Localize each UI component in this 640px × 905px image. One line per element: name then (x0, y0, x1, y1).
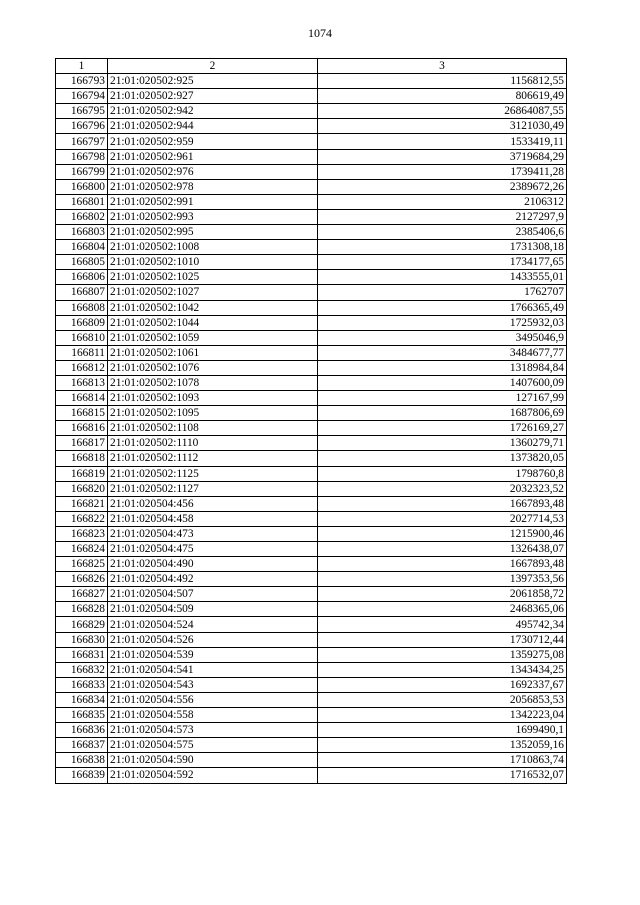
row-number-cell: 166826 (56, 572, 108, 587)
row-number-cell: 166796 (56, 119, 108, 134)
cadastral-value-cell: 1716532,07 (318, 768, 567, 783)
row-number-cell: 166824 (56, 542, 108, 557)
table-row (56, 572, 567, 587)
row-number-cell: 166834 (56, 692, 108, 707)
table-row (56, 542, 567, 557)
cadastral-value-cell: 1359275,08 (318, 647, 567, 662)
table-row (56, 677, 567, 692)
table-row (56, 209, 567, 224)
cadastral-number-cell: 21:01:020504:541 (108, 662, 318, 677)
cadastral-number-cell: 21:01:020504:507 (108, 587, 318, 602)
row-number-cell: 166808 (56, 300, 108, 315)
row-number-cell: 166832 (56, 662, 108, 677)
row-number-cell: 166817 (56, 436, 108, 451)
cadastral-value-cell: 1731308,18 (318, 240, 567, 255)
table-row (56, 89, 567, 104)
row-number-cell: 166838 (56, 753, 108, 768)
cadastral-number-cell: 21:01:020504:590 (108, 753, 318, 768)
cadastral-value-cell: 1407600,09 (318, 375, 567, 390)
cadastral-number-cell: 21:01:020502:976 (108, 164, 318, 179)
cadastral-number-cell: 21:01:020502:1095 (108, 406, 318, 421)
table-row (56, 164, 567, 179)
row-number-cell: 166833 (56, 677, 108, 692)
row-number-cell: 166795 (56, 104, 108, 119)
cadastral-value-cell: 2127297,9 (318, 209, 567, 224)
cadastral-number-cell: 21:01:020502:942 (108, 104, 318, 119)
cadastral-number-cell: 21:01:020502:925 (108, 74, 318, 89)
cadastral-value-cell: 1326438,07 (318, 542, 567, 557)
cadastral-number-cell: 21:01:020504:558 (108, 708, 318, 723)
table-row (56, 451, 567, 466)
cadastral-value-table (55, 58, 567, 784)
cadastral-value-cell: 2056853,53 (318, 692, 567, 707)
row-number-cell: 166803 (56, 225, 108, 240)
cadastral-value-cell: 1667893,48 (318, 557, 567, 572)
row-number-cell: 166814 (56, 391, 108, 406)
row-number-cell: 166837 (56, 738, 108, 753)
row-number-cell: 166831 (56, 647, 108, 662)
cadastral-number-cell: 21:01:020502:1044 (108, 315, 318, 330)
table-row (56, 511, 567, 526)
table-row (56, 360, 567, 375)
table-row (56, 330, 567, 345)
cadastral-value-cell: 1156812,55 (318, 74, 567, 89)
column-header-3: 3 (318, 59, 567, 74)
table-row (56, 179, 567, 194)
table-row (56, 557, 567, 572)
row-number-cell: 166821 (56, 496, 108, 511)
cadastral-value-cell: 1360279,71 (318, 436, 567, 451)
cadastral-number-cell: 21:01:020504:524 (108, 617, 318, 632)
row-number-cell: 166813 (56, 375, 108, 390)
table-row (56, 723, 567, 738)
row-number-cell: 166839 (56, 768, 108, 783)
cadastral-value-cell: 1726169,27 (318, 421, 567, 436)
cadastral-number-cell: 21:01:020504:526 (108, 632, 318, 647)
cadastral-number-cell: 21:01:020504:456 (108, 496, 318, 511)
row-number-cell: 166819 (56, 466, 108, 481)
page-number: 1074 (308, 26, 332, 40)
cadastral-value-cell: 2106312 (318, 194, 567, 209)
table-row (56, 632, 567, 647)
cadastral-value-cell: 1397353,56 (318, 572, 567, 587)
row-number-cell: 166836 (56, 723, 108, 738)
row-number-cell: 166806 (56, 270, 108, 285)
cadastral-number-cell: 21:01:020504:509 (108, 602, 318, 617)
row-number-cell: 166809 (56, 315, 108, 330)
table-row (56, 240, 567, 255)
cadastral-number-cell: 21:01:020502:991 (108, 194, 318, 209)
cadastral-number-cell: 21:01:020504:573 (108, 723, 318, 738)
cadastral-value-cell: 3719684,29 (318, 149, 567, 164)
cadastral-value-cell: 1343434,25 (318, 662, 567, 677)
cadastral-value-cell: 1533419,11 (318, 134, 567, 149)
table-row (56, 481, 567, 496)
cadastral-number-cell: 21:01:020504:539 (108, 647, 318, 662)
cadastral-value-cell: 3484677,77 (318, 345, 567, 360)
table-row (56, 149, 567, 164)
row-number-cell: 166807 (56, 285, 108, 300)
cadastral-value-cell: 1739411,28 (318, 164, 567, 179)
table-row (56, 617, 567, 632)
cadastral-value-cell: 3495046,9 (318, 330, 567, 345)
table-row (56, 134, 567, 149)
cadastral-number-cell: 21:01:020502:1127 (108, 481, 318, 496)
table-row (56, 270, 567, 285)
cadastral-value-cell: 2032323,52 (318, 481, 567, 496)
table-row (56, 300, 567, 315)
cadastral-number-cell: 21:01:020502:1042 (108, 300, 318, 315)
cadastral-number-cell: 21:01:020502:1112 (108, 451, 318, 466)
table-row (56, 225, 567, 240)
cadastral-value-cell: 1762707 (318, 285, 567, 300)
cadastral-number-cell: 21:01:020504:543 (108, 677, 318, 692)
cadastral-number-cell: 21:01:020504:556 (108, 692, 318, 707)
column-header-1: 1 (56, 59, 108, 74)
cadastral-number-cell: 21:01:020504:490 (108, 557, 318, 572)
table-row (56, 421, 567, 436)
table-row (56, 74, 567, 89)
cadastral-value-cell: 1215900,46 (318, 526, 567, 541)
cadastral-number-cell: 21:01:020504:473 (108, 526, 318, 541)
row-number-cell: 166804 (56, 240, 108, 255)
row-number-cell: 166829 (56, 617, 108, 632)
cadastral-number-cell: 21:01:020502:978 (108, 179, 318, 194)
table-header (56, 59, 567, 74)
cadastral-number-cell: 21:01:020502:1061 (108, 345, 318, 360)
table-row (56, 375, 567, 390)
cadastral-value-cell: 1342223,04 (318, 708, 567, 723)
cadastral-number-cell: 21:01:020502:927 (108, 89, 318, 104)
row-number-cell: 166830 (56, 632, 108, 647)
cadastral-number-cell: 21:01:020504:575 (108, 738, 318, 753)
cadastral-number-cell: 21:01:020502:944 (108, 119, 318, 134)
cadastral-value-cell: 806619,49 (318, 89, 567, 104)
cadastral-value-cell: 1318984,84 (318, 360, 567, 375)
cadastral-value-cell: 1692337,67 (318, 677, 567, 692)
table-row (56, 753, 567, 768)
cadastral-number-cell: 21:01:020502:1008 (108, 240, 318, 255)
cadastral-value-cell: 1798760,8 (318, 466, 567, 481)
cadastral-number-cell: 21:01:020502:1059 (108, 330, 318, 345)
cadastral-number-cell: 21:01:020502:1010 (108, 255, 318, 270)
cadastral-number-cell: 21:01:020504:492 (108, 572, 318, 587)
cadastral-value-cell: 1710863,74 (318, 753, 567, 768)
cadastral-value-cell: 495742,34 (318, 617, 567, 632)
cadastral-number-cell: 21:01:020502:995 (108, 225, 318, 240)
row-number-cell: 166800 (56, 179, 108, 194)
row-number-cell: 166801 (56, 194, 108, 209)
table-row (56, 647, 567, 662)
table-row (56, 526, 567, 541)
table-body (56, 74, 567, 783)
table-row (56, 345, 567, 360)
table-row (56, 587, 567, 602)
cadastral-value-cell: 2061858,72 (318, 587, 567, 602)
cadastral-number-cell: 21:01:020502:1078 (108, 375, 318, 390)
row-number-cell: 166823 (56, 526, 108, 541)
cadastral-number-cell: 21:01:020502:1093 (108, 391, 318, 406)
cadastral-value-cell: 1373820,05 (318, 451, 567, 466)
row-number-cell: 166822 (56, 511, 108, 526)
table-row (56, 466, 567, 481)
row-number-cell: 166825 (56, 557, 108, 572)
row-number-cell: 166799 (56, 164, 108, 179)
table-row (56, 738, 567, 753)
row-number-cell: 166797 (56, 134, 108, 149)
table-row (56, 602, 567, 617)
row-number-cell: 166835 (56, 708, 108, 723)
table-row (56, 496, 567, 511)
row-number-cell: 166793 (56, 74, 108, 89)
row-number-cell: 166805 (56, 255, 108, 270)
cadastral-number-cell: 21:01:020502:1076 (108, 360, 318, 375)
row-number-cell: 166815 (56, 406, 108, 421)
table-row (56, 194, 567, 209)
cadastral-value-cell: 1766365,49 (318, 300, 567, 315)
cadastral-number-cell: 21:01:020504:592 (108, 768, 318, 783)
row-number-cell: 166818 (56, 451, 108, 466)
table-row (56, 662, 567, 677)
table-row (56, 391, 567, 406)
cadastral-value-cell: 2027714,53 (318, 511, 567, 526)
table-row (56, 104, 567, 119)
table-row (56, 708, 567, 723)
header-row (56, 59, 567, 74)
cadastral-value-cell: 1687806,69 (318, 406, 567, 421)
table-row (56, 119, 567, 134)
cadastral-number-cell: 21:01:020502:1025 (108, 270, 318, 285)
cadastral-value-cell: 127167,99 (318, 391, 567, 406)
cadastral-number-cell: 21:01:020502:959 (108, 134, 318, 149)
cadastral-number-cell: 21:01:020504:475 (108, 542, 318, 557)
table-row (56, 768, 567, 783)
cadastral-value-cell: 1734177,65 (318, 255, 567, 270)
row-number-cell: 166798 (56, 149, 108, 164)
cadastral-value-cell: 2468365,06 (318, 602, 567, 617)
cadastral-value-cell: 1352059,16 (318, 738, 567, 753)
table-row (56, 692, 567, 707)
row-number-cell: 166794 (56, 89, 108, 104)
cadastral-value-cell: 1433555,01 (318, 270, 567, 285)
table-row (56, 406, 567, 421)
cadastral-value-cell: 1725932,03 (318, 315, 567, 330)
row-number-cell: 166828 (56, 602, 108, 617)
row-number-cell: 166811 (56, 345, 108, 360)
row-number-cell: 166810 (56, 330, 108, 345)
row-number-cell: 166820 (56, 481, 108, 496)
table-row (56, 315, 567, 330)
column-header-2: 2 (108, 59, 318, 74)
row-number-cell: 166816 (56, 421, 108, 436)
cadastral-value-cell: 2389672,26 (318, 179, 567, 194)
cadastral-number-cell: 21:01:020502:1110 (108, 436, 318, 451)
cadastral-number-cell: 21:01:020502:1125 (108, 466, 318, 481)
row-number-cell: 166812 (56, 360, 108, 375)
cadastral-number-cell: 21:01:020502:1027 (108, 285, 318, 300)
cadastral-number-cell: 21:01:020502:993 (108, 209, 318, 224)
table-row (56, 255, 567, 270)
row-number-cell: 166802 (56, 209, 108, 224)
cadastral-value-cell: 1667893,48 (318, 496, 567, 511)
table-row (56, 436, 567, 451)
cadastral-value-cell: 26864087,55 (318, 104, 567, 119)
cadastral-number-cell: 21:01:020504:458 (108, 511, 318, 526)
cadastral-value-cell: 1730712,44 (318, 632, 567, 647)
cadastral-value-cell: 2385406,6 (318, 225, 567, 240)
cadastral-number-cell: 21:01:020502:1108 (108, 421, 318, 436)
table-row (56, 285, 567, 300)
cadastral-value-cell: 3121030,49 (318, 119, 567, 134)
row-number-cell: 166827 (56, 587, 108, 602)
cadastral-value-cell: 1699490,1 (318, 723, 567, 738)
cadastral-number-cell: 21:01:020502:961 (108, 149, 318, 164)
